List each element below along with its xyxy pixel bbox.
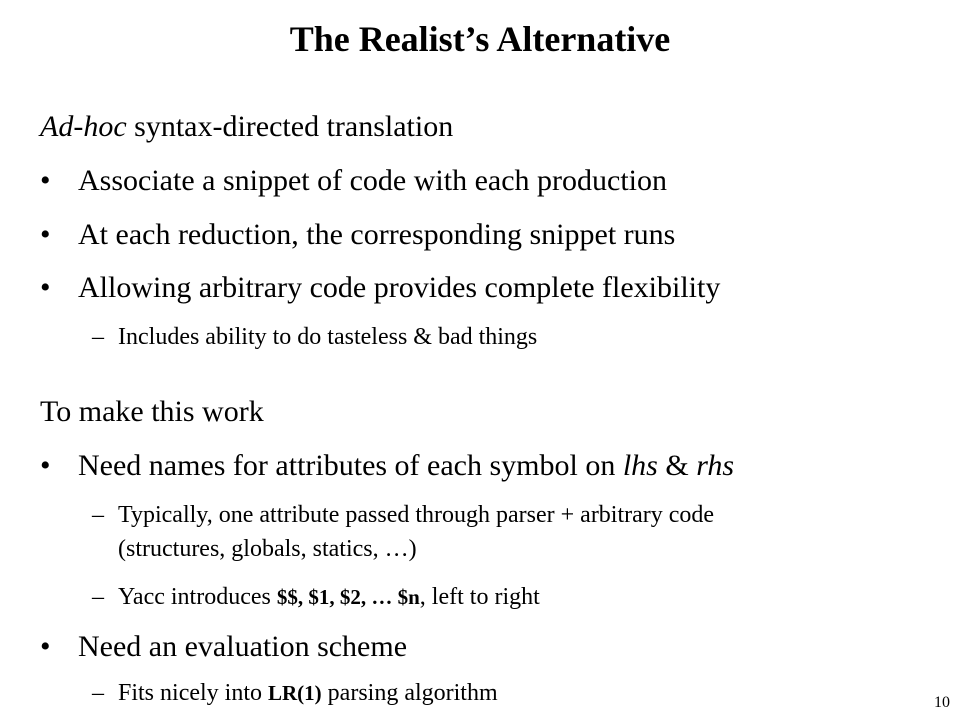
sub-bullet-text-end: parsing algorithm [321, 680, 498, 706]
dash-glyph: – [92, 502, 104, 528]
sub-bullet-text: Includes ability to do tasteless & bad things [118, 324, 538, 350]
bullet-item [40, 630, 407, 664]
yacc-vars: $$, $1, $2, … $n [276, 585, 420, 609]
sub-bullet-text: Yacc introduces [118, 584, 277, 610]
bullet-text: At each reduction, the corresponding snippet runs [78, 218, 676, 251]
bullet-glyph: • [40, 271, 51, 304]
sub-bullet-text: Fits nicely into [118, 680, 268, 706]
bullet-glyph: • [40, 164, 51, 197]
sub-bullet-item [92, 584, 540, 611]
lr1-label: LR(1) [268, 681, 322, 705]
heading-rest: syntax-directed translation [126, 110, 454, 143]
slide-title: The Realist’s Alternative [289, 19, 671, 59]
bullet-glyph: • [40, 218, 51, 251]
sub-bullet-item [92, 502, 714, 529]
sub-bullet-continuation: (structures, globals, statics, …) [118, 536, 417, 562]
section1-heading [40, 110, 453, 144]
bullet-glyph: • [40, 449, 51, 482]
sub-bullet-text: Typically, one attribute passed through parser + arbitrary code [118, 502, 715, 528]
ampersand-text: & [657, 449, 697, 482]
bullet-text: Associate a snippet of code with each production [78, 164, 667, 197]
rhs-italic: rhs [696, 449, 735, 482]
bullet-item [40, 449, 734, 483]
bullet-item [40, 164, 667, 198]
dash-glyph: – [92, 324, 104, 350]
bullet-text: Need names for attributes of each symbol on [78, 449, 623, 482]
page-number: 10 [934, 694, 950, 711]
lhs-italic: lhs [622, 449, 658, 482]
bullet-glyph: • [40, 630, 51, 663]
sub-bullet-item [92, 680, 498, 707]
bullet-text: Need an evaluation scheme [78, 630, 408, 663]
dash-glyph: – [92, 680, 104, 706]
bullet-item [40, 218, 675, 252]
sub-bullet-text-end: , left to right [419, 584, 540, 610]
dash-glyph: – [92, 584, 104, 610]
bullet-text: Allowing arbitrary code provides complete flexibility [78, 271, 721, 304]
adhoc-italic: Ad-hoc [40, 110, 127, 143]
sub-bullet-item [92, 324, 537, 351]
section2-heading: To make this work [40, 395, 264, 428]
bullet-item [40, 271, 720, 305]
